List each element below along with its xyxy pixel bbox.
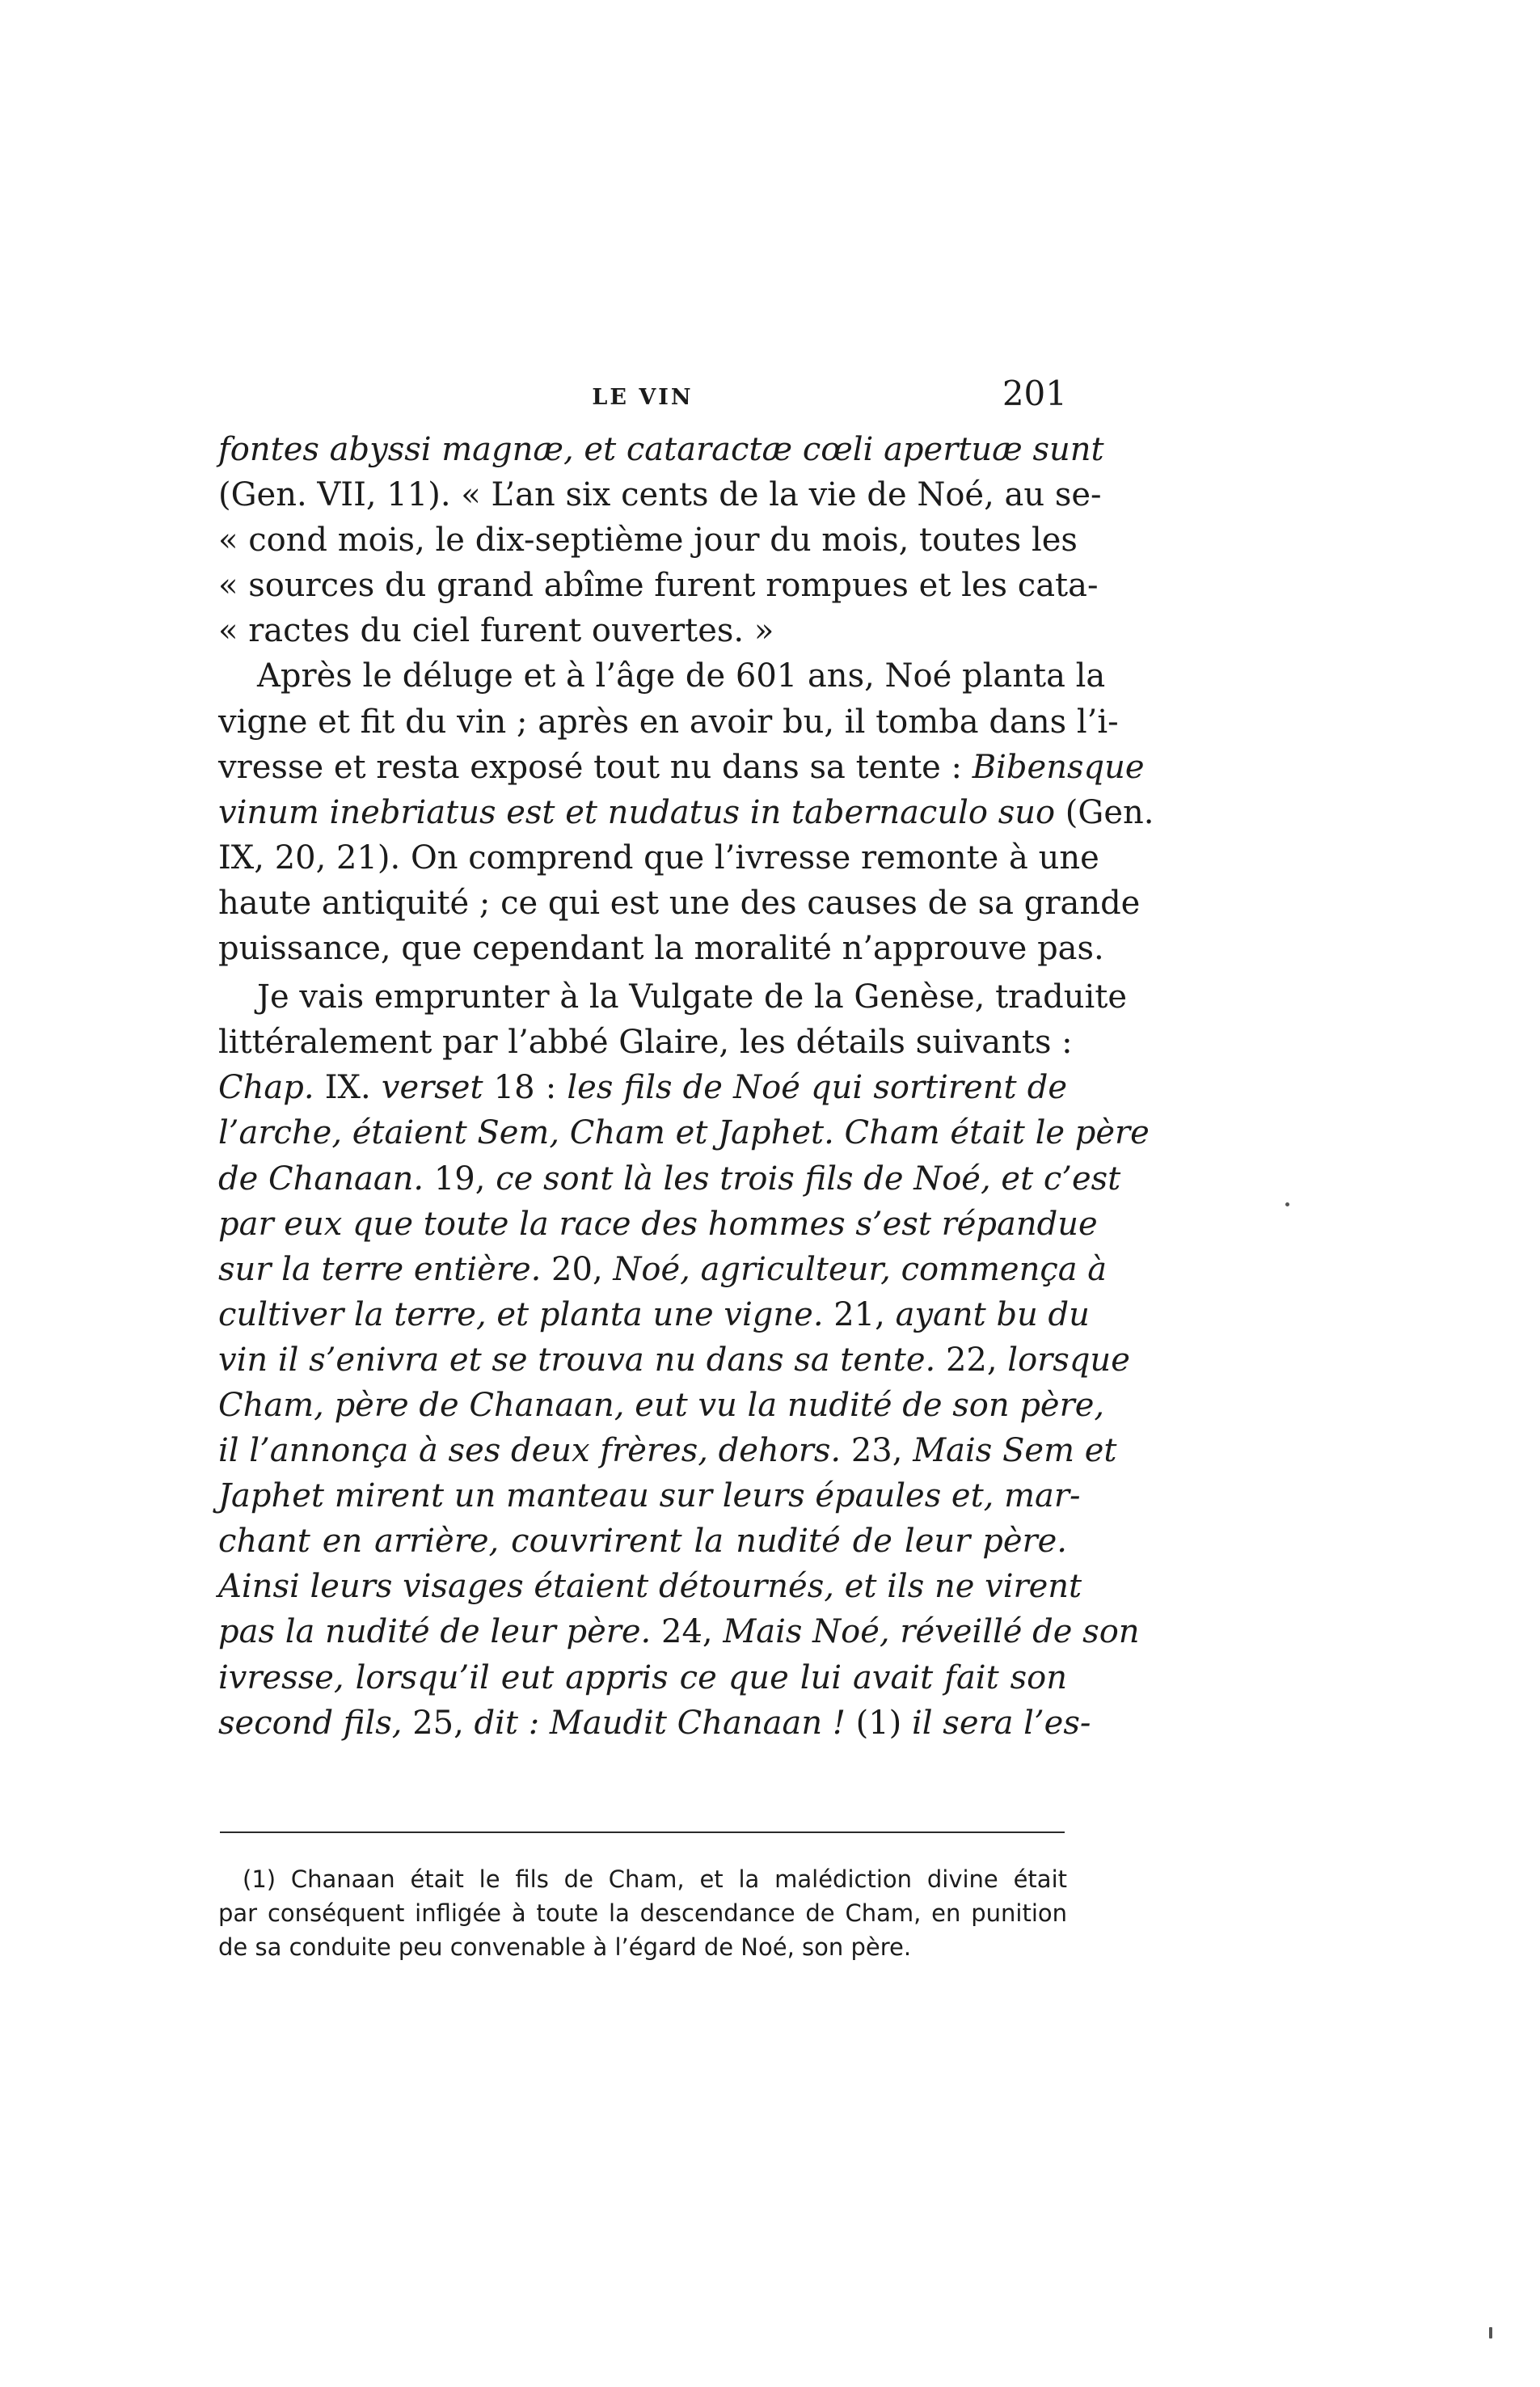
text-line bbox=[218, 1020, 1073, 1065]
roman-text: vigne et fit du vin ; après en avoir bu, il tomba dans l’i- bbox=[218, 703, 1119, 741]
text-line bbox=[218, 1110, 1150, 1155]
text-line bbox=[218, 1247, 1108, 1292]
roman-text: puissance, que cependant la moralité n’approuve pas. bbox=[218, 930, 1104, 968]
roman-text: « sources du grand abîme furent rompues et les cata- bbox=[218, 567, 1099, 605]
italic-text: ce sont là les trois fils de Noé, et c’est bbox=[496, 1160, 1121, 1198]
text-line bbox=[218, 1428, 1117, 1473]
running-title: LE VIN bbox=[592, 385, 694, 410]
italic-text: Mais Noé, réveillé de son bbox=[723, 1613, 1140, 1651]
italic-text: lorsque bbox=[1007, 1341, 1130, 1379]
text-line bbox=[218, 1156, 1121, 1202]
text-line bbox=[218, 1700, 1091, 1746]
text-line bbox=[218, 608, 1067, 653]
italic-text: pas la nudité de leur père. bbox=[218, 1613, 652, 1651]
roman-text: haute antiquité ; ce qui est une des causes de sa grande bbox=[218, 884, 1141, 922]
footnote-separator bbox=[220, 1831, 1065, 1833]
roman-text: vresse et resta exposé tout nu dans sa tente : bbox=[218, 748, 973, 786]
print-mark bbox=[1489, 2327, 1492, 2338]
italic-text: Ainsi leurs visages étaient détournés, et ils ne virent bbox=[218, 1568, 1082, 1606]
text-line bbox=[218, 790, 1154, 835]
text-line bbox=[218, 881, 1141, 926]
roman-text: 25, bbox=[402, 1704, 475, 1742]
roman-text: 21, bbox=[823, 1295, 896, 1333]
italic-text: chant en arrière, couvrirent la nudité de leur père. bbox=[218, 1523, 1067, 1561]
roman-text: IX. bbox=[324, 1069, 382, 1107]
italic-text: cultiver la terre, et planta une vigne. bbox=[218, 1295, 824, 1333]
italic-text: Noé, agriculteur, commença à bbox=[613, 1250, 1108, 1288]
italic-text: sur la terre entière. bbox=[218, 1250, 542, 1288]
text-line bbox=[218, 1655, 1067, 1700]
italic-text: Japhet mirent un manteau sur leurs épaules et, mar- bbox=[218, 1477, 1081, 1515]
page-header bbox=[218, 374, 1067, 422]
italic-text: verset bbox=[381, 1069, 483, 1107]
roman-text: littéralement par l’abbé Glaire, les détails suivants : bbox=[218, 1024, 1073, 1062]
roman-text: 18 : bbox=[483, 1069, 567, 1107]
italic-text: second fils, bbox=[218, 1704, 403, 1742]
italic-text: ivresse, lorsqu’il eut appris ce que lui avait fait son bbox=[218, 1658, 1067, 1696]
text-line bbox=[218, 1519, 1067, 1564]
text-line bbox=[218, 563, 1099, 608]
text-line bbox=[218, 518, 1078, 563]
footnote-line: (1) Chanaan était le fils de Cham, et la malédiction divine était bbox=[243, 1865, 1067, 1893]
italic-text: il sera l’es- bbox=[911, 1704, 1091, 1742]
italic-text: il l’annonça à ses deux frères, dehors. bbox=[218, 1432, 842, 1470]
italic-text: ayant bu du bbox=[895, 1295, 1090, 1333]
italic-text: les fils de Noé qui sortirent de bbox=[567, 1069, 1067, 1107]
text-line bbox=[218, 1473, 1081, 1519]
text-line bbox=[218, 1065, 1067, 1110]
roman-text: 22, bbox=[935, 1341, 1008, 1379]
text-line bbox=[218, 1337, 1130, 1383]
text-line bbox=[218, 653, 1106, 699]
roman-text: 24, bbox=[651, 1613, 724, 1651]
page-number: 201 bbox=[1002, 374, 1067, 413]
roman-text: « ractes du ciel furent ouvertes. » bbox=[218, 612, 774, 650]
roman-text: (Gen. VII, 11). « L’an six cents de la vie de Noé, au se- bbox=[218, 476, 1102, 514]
text-line bbox=[218, 699, 1119, 745]
text-line bbox=[218, 1383, 1105, 1428]
footnote-line: de sa conduite peu convenable à l’égard de Noé, son père. bbox=[218, 1933, 912, 1961]
italic-text: par eux que toute la race des hommes s’est répandue bbox=[218, 1205, 1098, 1243]
footnote-line: par conséquent infligée à toute la descendance de Cham, en punition bbox=[218, 1899, 1067, 1927]
italic-text: l’arche, étaient Sem, Cham et Japhet. Cham était le père bbox=[218, 1114, 1150, 1152]
italic-text: Chap. bbox=[218, 1069, 325, 1107]
roman-text: (1) bbox=[845, 1704, 912, 1742]
roman-text: « cond mois, le dix-septième jour du mois, toutes les bbox=[218, 522, 1078, 560]
italic-text: fontes abyssi magnæ, et cataractæ cœli apertuæ sunt bbox=[218, 431, 1104, 468]
text-line bbox=[218, 926, 1104, 971]
main-text bbox=[218, 427, 1154, 1746]
roman-text: (Gen. bbox=[1055, 793, 1154, 831]
roman-text: IX, 20, 21). On comprend que l’ivresse remonte à une bbox=[218, 839, 1099, 877]
italic-text: vinum inebriatus est et nudatus in tabernaculo suo bbox=[218, 793, 1056, 831]
italic-text: Bibensque bbox=[972, 748, 1145, 786]
italic-text: vin il s’enivra et se trouva nu dans sa tente. bbox=[218, 1341, 936, 1379]
text-line bbox=[218, 1564, 1082, 1609]
italic-text: dit : Maudit Chanaan ! bbox=[474, 1704, 846, 1742]
italic-text: Cham, père de Chanaan, eut vu la nudité de son père, bbox=[218, 1386, 1105, 1424]
roman-text: 19, bbox=[424, 1160, 496, 1198]
roman-text: 23, bbox=[841, 1432, 913, 1470]
footnotes bbox=[218, 1862, 1067, 1964]
roman-text: Je vais emprunter à la Vulgate de la Genèse, traduite bbox=[257, 978, 1128, 1016]
italic-text: Mais Sem et bbox=[913, 1432, 1117, 1470]
text-line bbox=[218, 1292, 1090, 1337]
text-line bbox=[218, 472, 1102, 518]
roman-text: Après le déluge et à l’âge de 601 ans, Noé planta la bbox=[257, 657, 1106, 695]
text-line bbox=[218, 745, 1145, 790]
roman-text: 20, bbox=[541, 1250, 614, 1288]
text-line bbox=[218, 1202, 1098, 1247]
text-line bbox=[218, 427, 1104, 472]
italic-text: de Chanaan. bbox=[218, 1160, 424, 1198]
print-speck bbox=[1285, 1202, 1289, 1206]
text-line bbox=[218, 974, 1128, 1020]
text-line bbox=[218, 835, 1099, 881]
text-line bbox=[218, 1609, 1140, 1654]
